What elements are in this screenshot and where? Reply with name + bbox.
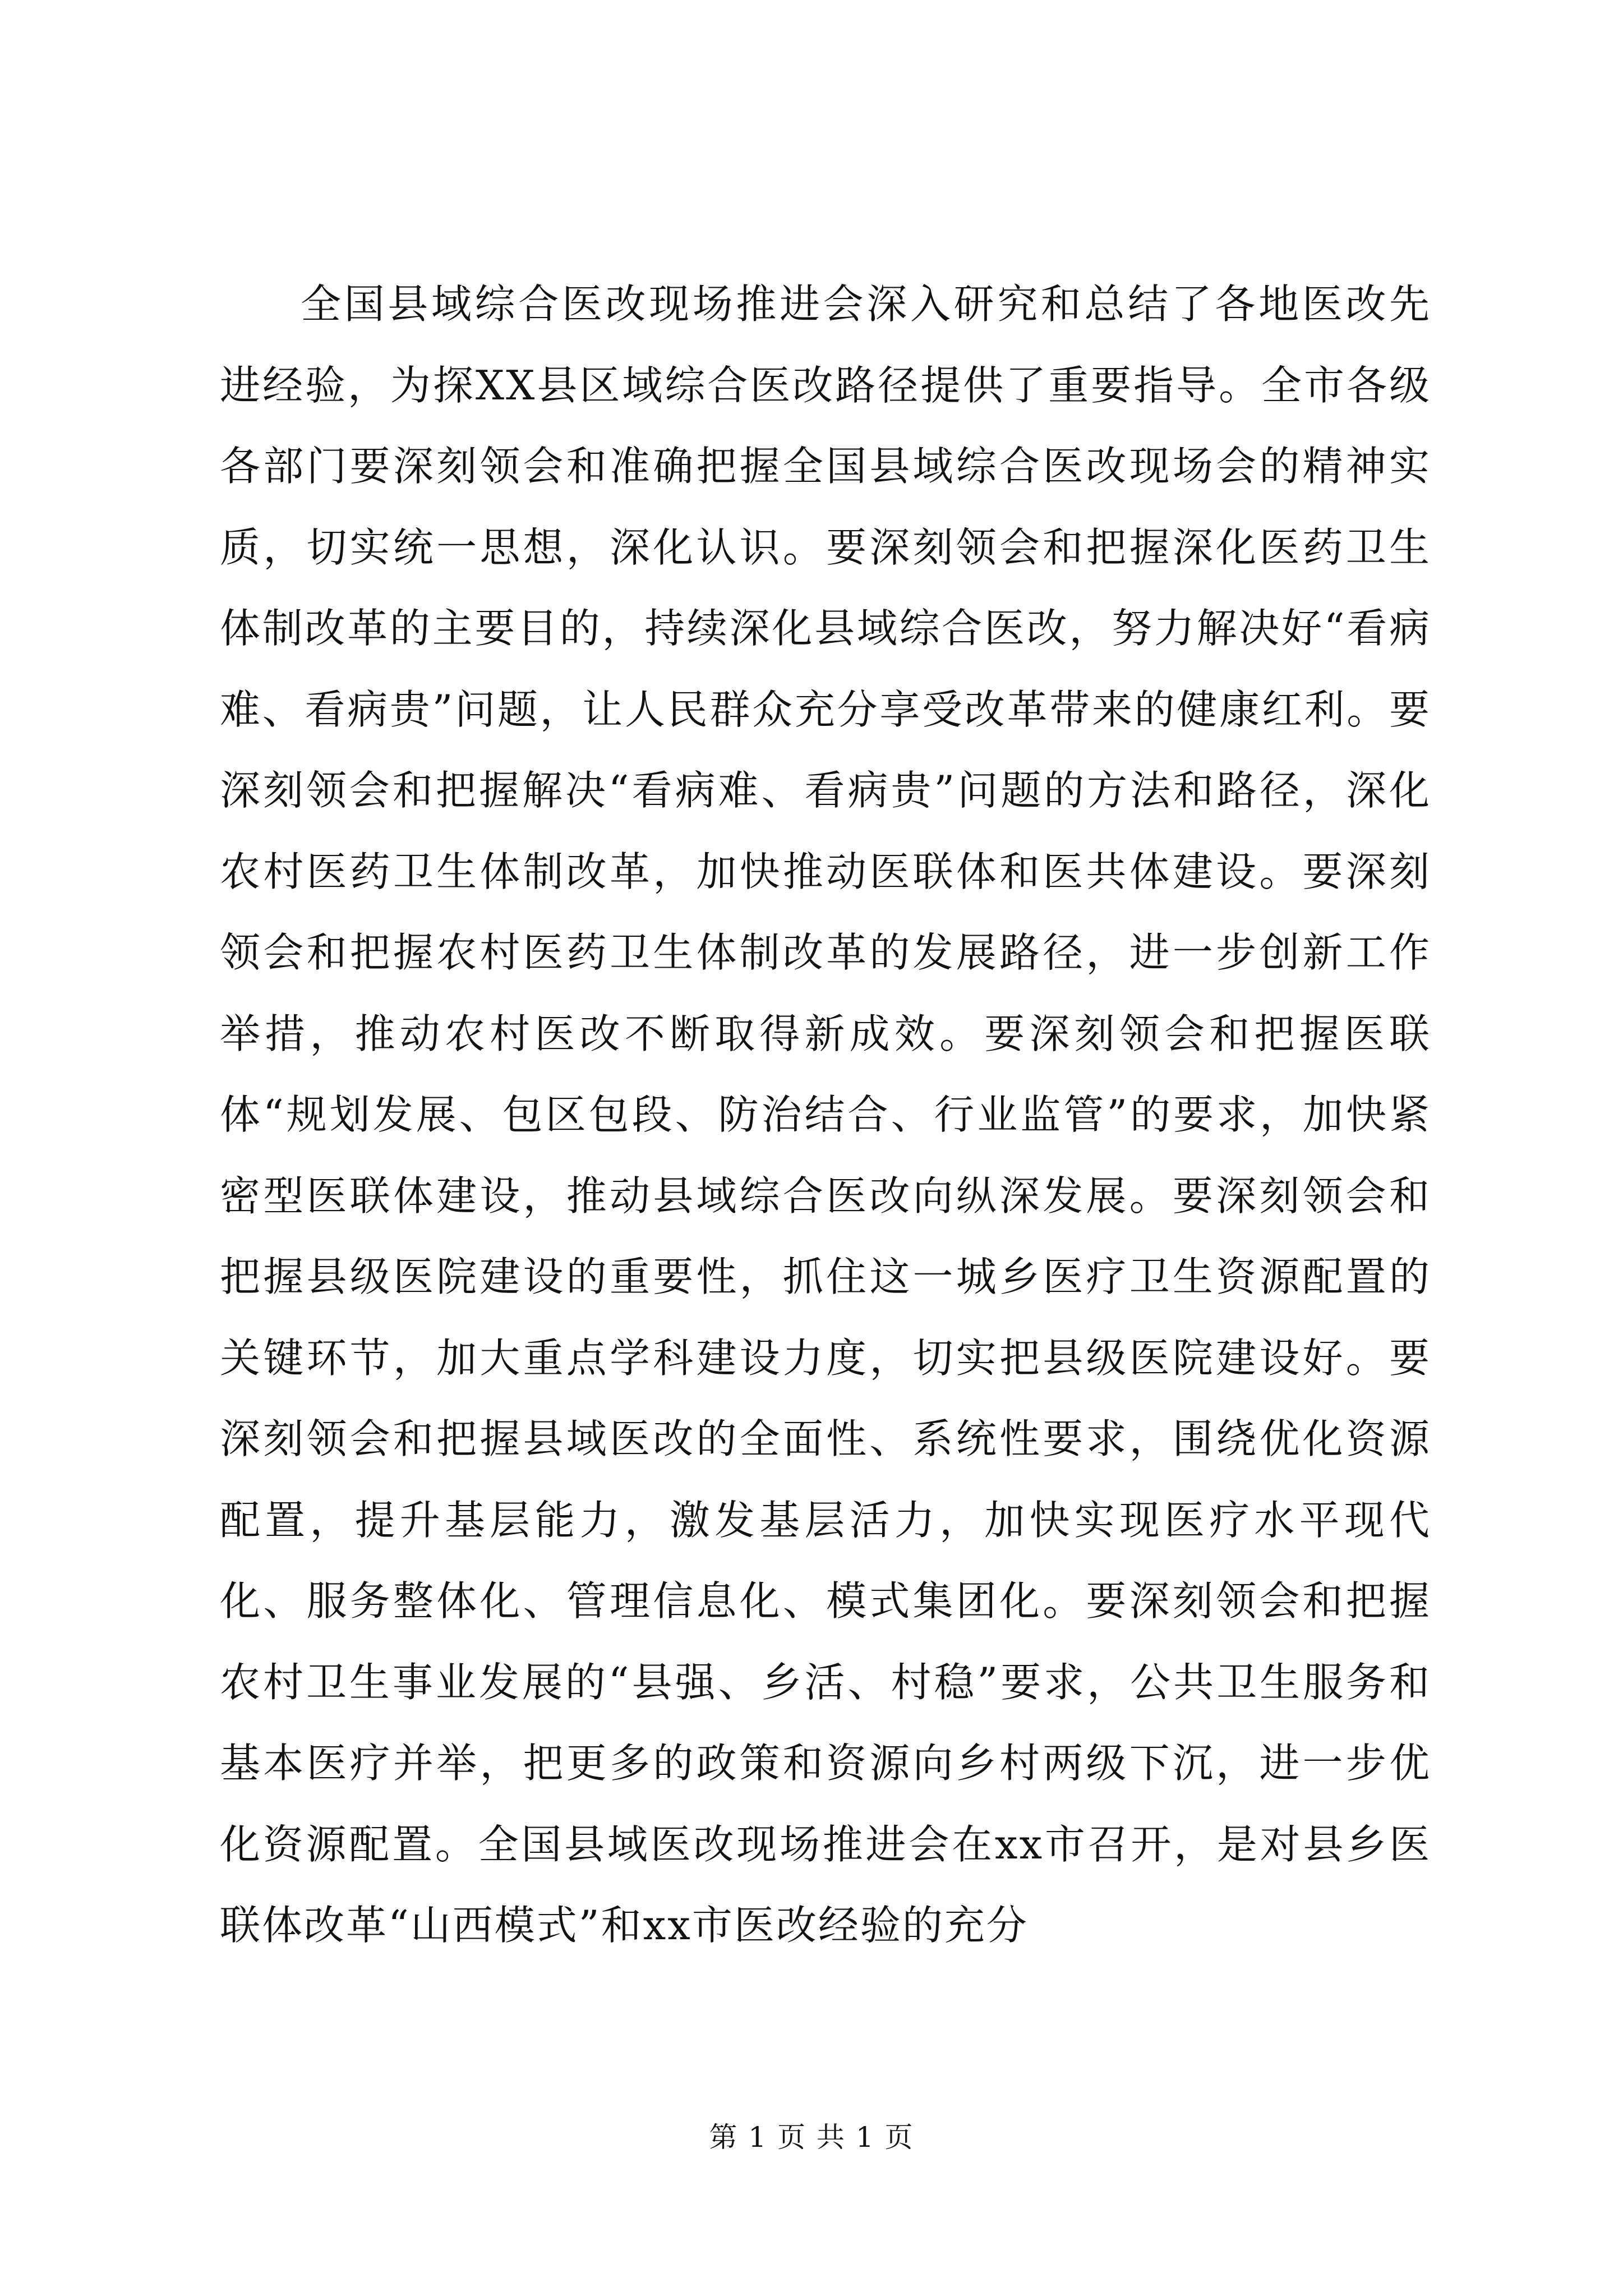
body-paragraph: 全国县域综合医改现场推进会深入研究和总结了各地医改先进经验，为探XX县区域综合医改路径提供了重要指导。全市各级各部门要深刻领会和准确把握全国县域综合医改现场会的精神实质，切实统一思想，深化认识。要深刻领会和把握深化医药卫生体制改革的主要目的，持续深化县域综合医改，努力解决好“看病难、看病贵”问题，让人民群众充分享受改革带来的健康红利。要深刻领会和把握解决“看病难、看病贵”问题的方法和路径，深化农村医药卫生体制改革，加快推动医联体和医共体建设。要深刻领会和把握农村医药卫生体制改革的发展路径，进一步创新工作举措，推动农村医改不断取得新成效。要深刻领会和把握医联体“规划发展、包区包段、防治结合、行业监管”的要求，加快紧密型医联体建设，推动县域综合医改向纵深发展。要深刻领会和把握县级医院建设的重要性，抓住这一城乡医疗卫生资源配置的关键环节，加大重点学科建设力度，切实把县级医院建设好。要深刻领会和把握县域医改的全面性、系统性要求，围绕优化资源配置，提升基层能力，激发基层活力，加快实现医疗水平现代化、服务整体化、管理信息化、模式集团化。要深刻领会和把握农村卫生事业发展的“县强、乡活、村稳”要求，公共卫生服务和基本医疗并举，把更多的政策和资源向乡村两级下沉，进一步优化资源配置。全国县域医改现场推进会在xx市召开，是对县乡医联体改革“山西模式”和xx市医改经验的充分 [220, 280, 1431, 1949]
page-footer: 第 1 页 共 1 页 [709, 2121, 914, 2154]
